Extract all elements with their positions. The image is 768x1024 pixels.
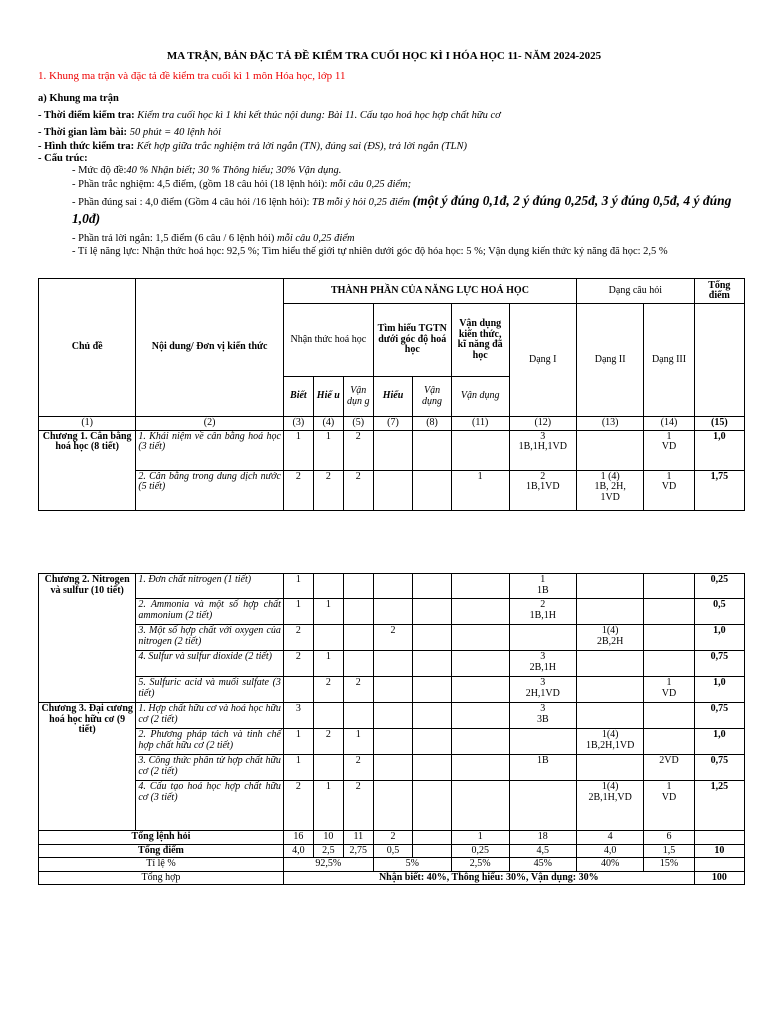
header-dang-1: Dạng I	[509, 304, 576, 417]
summary-cell: 4,0	[283, 844, 313, 858]
table-row	[39, 625, 745, 651]
cell	[373, 755, 413, 781]
info-short-answer: - Phần trả lời ngắn: 1,5 điểm (6 câu / 6 lệnh hỏi) mỗi câu 0,25 điểm	[72, 233, 355, 244]
table-row	[39, 755, 745, 781]
header-van-dung-kt: Vận dụng kiến thức, kĩ năng đã học	[451, 304, 509, 377]
summary-cell: 15%	[644, 858, 694, 872]
column-number: (1)	[39, 417, 136, 431]
score-cell: 100	[694, 871, 744, 885]
cell: 1(4) 1B,2H,1VD	[576, 729, 643, 755]
content-cell: 3. Một số hợp chất với oxygen của nitrogen (2 tiết)	[136, 625, 284, 651]
cell: 2	[283, 625, 313, 651]
summary-cell: 4,0	[576, 844, 643, 858]
summary-row	[39, 858, 745, 872]
cell	[343, 651, 373, 677]
cell	[451, 430, 509, 470]
info-true-false: - Phần đúng sai : 4,0 điểm (Gồm 4 câu hỏi /16 lệnh hỏi): TB mỗi ý hỏi 0,25 điểm (một ý đúng 0,1đ, 2 ý đúng 0,25đ, 3 ý đúng 0,5đ, 4 ý đúng	[72, 193, 732, 208]
cell: 1	[313, 781, 343, 831]
content-cell: 3. Công thức phân tử hợp chất hữu cơ (2 tiết)	[136, 755, 284, 781]
page-title: MA TRẬN, BẢN ĐẶC TẢ ĐỀ KIỂM TRA CUỐI HỌC KÌ I HÓA HỌC 11- NĂM 2024-2025	[166, 50, 602, 62]
header-van-dung-3: Vận dụng	[451, 377, 509, 417]
cell: 2	[343, 470, 373, 510]
cell	[373, 574, 413, 599]
cell	[576, 574, 643, 599]
summary-cell: Tỉ lệ %	[39, 858, 284, 872]
cell	[313, 625, 343, 651]
table-row	[39, 781, 745, 831]
cell	[413, 574, 452, 599]
score-cell: 0,25	[694, 574, 744, 599]
cell	[576, 677, 643, 703]
cell	[413, 430, 452, 470]
cell: 2	[373, 625, 413, 651]
matrix-table-1	[38, 278, 745, 511]
table-row	[39, 703, 745, 729]
header-tim-hieu: Tìm hiểu TGTN dưới góc độ hoá học	[373, 304, 451, 377]
cell: 1	[313, 599, 343, 625]
cell	[413, 703, 452, 729]
cell: 1 VD	[644, 430, 694, 470]
info-multiple-choice: - Phần trắc nghiệm: 4,5 điểm, (gồm 18 câu hỏi (18 lệnh hỏi): mỗi câu 0,25 điểm;	[72, 179, 412, 190]
cell: 1	[283, 599, 313, 625]
score-cell: 0,75	[694, 651, 744, 677]
cell: 1(4) 2B,1H,VD	[576, 781, 643, 831]
cell: 1(4) 2B,2H	[576, 625, 643, 651]
summary-cell: 18	[509, 831, 576, 845]
header-chu-de: Chủ đề	[39, 279, 136, 417]
cell	[373, 470, 413, 510]
cell: 2	[343, 430, 373, 470]
content-cell: 5. Sulfuric acid và muối sulfate (3 tiết)	[136, 677, 284, 703]
cell	[509, 729, 576, 755]
content-cell: 1. Khái niệm về cân bằng hoá học (3 tiết)	[136, 430, 284, 470]
cell	[413, 651, 452, 677]
info-ratio: - Tỉ lệ năng lực: Nhận thức hoá học: 92,5 %; Tìm hiểu thế giới tự nhiên dưới góc độ hóa học: 5 %; Vận dụng kiến thức kỷ năng đã học: 2,5 %	[72, 246, 668, 257]
cell	[644, 703, 694, 729]
summary-cell: 11	[343, 831, 373, 845]
score-cell: 1,0	[694, 430, 744, 470]
cell: 1	[451, 470, 509, 510]
header-dang-cau-hoi: Dạng câu hỏi	[577, 279, 695, 304]
header-van-dung-2: Vận dụng	[413, 377, 452, 417]
content-cell: 4. Sulfur và sulfur dioxide (2 tiết)	[136, 651, 284, 677]
summary-cell: 16	[283, 831, 313, 845]
summary-cell: 2	[373, 831, 413, 845]
content-cell: 2. Ammonia và một số hợp chất ammonium (2 tiết)	[136, 599, 284, 625]
header-dang-3: Dạng III	[644, 304, 694, 417]
score-cell: 1,0	[694, 729, 744, 755]
cell	[413, 755, 452, 781]
cell: 2	[343, 781, 373, 831]
summary-cell: 5%	[373, 858, 451, 872]
cell: 3 2H,1VD	[509, 677, 576, 703]
table-row	[39, 574, 745, 599]
cell	[644, 599, 694, 625]
cell	[373, 651, 413, 677]
header-nhan-thuc: Nhận thức hoá học	[283, 304, 373, 377]
column-number: (4)	[313, 417, 343, 431]
cell	[373, 703, 413, 729]
cell: 2	[313, 729, 343, 755]
cell	[451, 781, 509, 831]
header-tong-diem: Tổng điểm	[694, 279, 744, 304]
cell: 1 1B	[509, 574, 576, 599]
content-cell: 2. Phương pháp tách và tinh chế hợp chất hữu cơ (2 tiết)	[136, 729, 284, 755]
summary-cell: 4,5	[509, 844, 576, 858]
cell	[451, 755, 509, 781]
cell	[576, 599, 643, 625]
summary-label: Tổng lệnh hỏi	[39, 831, 284, 845]
chapter-cell: Chương 2. Nitrogen và sulfur (10 tiết)	[39, 574, 136, 703]
matrix-table-2	[38, 573, 745, 885]
summary-cell: Nhận biết: 40%, Thông hiểu: 30%, Vận dụng: 30%	[283, 871, 694, 885]
cell: 1	[283, 755, 313, 781]
summary-label: Tổng hợp	[39, 871, 284, 885]
cell	[451, 677, 509, 703]
cell: 3	[283, 703, 313, 729]
header-van-dung: Vận dụn g	[343, 377, 373, 417]
cell: 2	[313, 470, 343, 510]
cell: 1B	[509, 755, 576, 781]
header-thanh-phan: THÀNH PHẦN CỦA NĂNG LỰC HOÁ HỌC	[283, 279, 576, 304]
cell	[373, 430, 413, 470]
cell	[373, 781, 413, 831]
summary-cell: 10	[313, 831, 343, 845]
score-cell: 1,0	[694, 677, 744, 703]
header-hieu-2: Hiểu	[373, 377, 413, 417]
cell	[283, 677, 313, 703]
summary-cell	[694, 858, 744, 872]
header-hieu: Hiể u	[313, 377, 343, 417]
cell	[413, 470, 452, 510]
summary-cell: 10	[694, 844, 744, 858]
summary-cell	[413, 844, 452, 858]
cell: 1	[313, 430, 343, 470]
summary-cell: 2,5%	[451, 858, 509, 872]
cell	[313, 574, 343, 599]
table-row	[39, 729, 745, 755]
cell	[343, 625, 373, 651]
table-row	[39, 599, 745, 625]
cell: 2	[343, 677, 373, 703]
cell	[343, 599, 373, 625]
cell	[451, 703, 509, 729]
column-number: (11)	[451, 417, 509, 431]
score-cell: 0,5	[694, 599, 744, 625]
summary-cell	[694, 831, 744, 845]
cell: 2	[313, 677, 343, 703]
cell	[644, 651, 694, 677]
summary-cell: 2,75	[343, 844, 373, 858]
summary-label: Tổng điểm	[39, 844, 284, 858]
score-cell: 1,25	[694, 781, 744, 831]
cell: 1 VD	[644, 677, 694, 703]
header-empty	[694, 304, 744, 417]
summary-cell: 4	[576, 831, 643, 845]
summary-row	[39, 844, 745, 858]
cell	[576, 703, 643, 729]
cell: 2VD	[644, 755, 694, 781]
summary-cell: 1	[451, 831, 509, 845]
column-number: (5)	[343, 417, 373, 431]
cell	[576, 651, 643, 677]
cell	[373, 599, 413, 625]
cell	[343, 703, 373, 729]
cell	[577, 430, 644, 470]
cell	[413, 625, 452, 651]
column-number: (7)	[373, 417, 413, 431]
chapter-cell: Chương 3. Đại cương hoá học hữu cơ (9 tiết)	[39, 703, 136, 831]
summary-cell: 0,25	[451, 844, 509, 858]
cell	[413, 599, 452, 625]
header-noi-dung: Nội dung/ Đơn vị kiến thức	[136, 279, 284, 417]
cell	[644, 729, 694, 755]
cell	[313, 755, 343, 781]
summary-cell: 1,5	[644, 844, 694, 858]
cell: 2	[283, 781, 313, 831]
summary-row	[39, 871, 745, 885]
score-cell: 0,75	[694, 755, 744, 781]
cell: 3 3B	[509, 703, 576, 729]
content-cell: 4. Cấu tạo hoá học hợp chất hữu cơ (3 tiết)	[136, 781, 284, 831]
cell: 2 1B,1H	[509, 599, 576, 625]
summary-cell: 6	[644, 831, 694, 845]
content-cell: 1. Hợp chất hữu cơ và hoá học hữu cơ (2 tiết)	[136, 703, 284, 729]
cell: 1	[343, 729, 373, 755]
cell: 1	[313, 651, 343, 677]
column-number: (13)	[577, 417, 644, 431]
summary-cell: 40%	[576, 858, 643, 872]
cell	[373, 677, 413, 703]
cell: 3 2B,1H	[509, 651, 576, 677]
cell	[451, 625, 509, 651]
column-number: (2)	[136, 417, 284, 431]
info-time-point: - Thời điểm kiểm tra: Kiểm tra cuối học kì 1 khi kết thúc nội dung: Bài 11. Cấu tạo hoá học hợp chất hữu cơ	[38, 110, 501, 121]
column-number: (14)	[644, 417, 694, 431]
section-heading: 1. Khung ma trận và đặc tả đề kiểm tra cuối kì 1 môn Hóa học, lớp 11	[38, 70, 346, 82]
cell: 1 VD	[644, 781, 694, 831]
cell	[313, 703, 343, 729]
cell	[451, 599, 509, 625]
summary-cell	[413, 831, 452, 845]
summary-cell: 45%	[509, 858, 576, 872]
score-cell: 0,75	[694, 703, 744, 729]
cell	[644, 625, 694, 651]
summary-cell: 2,5	[313, 844, 343, 858]
table-row	[39, 677, 745, 703]
cell: 1 (4) 1B, 2H, 1VD	[577, 470, 644, 510]
table-row	[39, 651, 745, 677]
info-true-false-cont: 1,0đ)	[72, 211, 101, 226]
cell: 1	[283, 430, 313, 470]
cell	[413, 729, 452, 755]
header-dang-2: Dạng II	[577, 304, 644, 417]
info-structure: - Cấu trúc:	[38, 153, 88, 164]
cell	[413, 677, 452, 703]
cell: 3 1B,1H,1VD	[509, 430, 576, 470]
subsection-heading: a) Khung ma trận	[38, 93, 119, 104]
cell: 2	[283, 651, 313, 677]
score-cell: 1,0	[694, 625, 744, 651]
info-format: - Hình thức kiểm tra: Kết hợp giữa trắc nghiệm trả lời ngắn (TN), đúng sai (ĐS), trả lời ngắn (TLN)	[38, 141, 468, 152]
info-duration: - Thời gian làm bài: 50 phút = 40 lệnh hỏi	[38, 127, 222, 138]
info-level: - Mức độ đề:40 % Nhận biết; 30 % Thông hiểu; 30% Vận dụng.	[72, 165, 342, 176]
content-cell: 1. Đơn chất nitrogen (1 tiết)	[136, 574, 284, 599]
cell	[343, 574, 373, 599]
cell	[451, 651, 509, 677]
summary-row	[39, 831, 745, 845]
cell: 2	[283, 470, 313, 510]
cell	[373, 729, 413, 755]
chapter-cell: Chương 1. Cân bằng hoá học (8 tiết)	[39, 430, 136, 510]
cell: 1	[283, 729, 313, 755]
header-biet: Biết	[283, 377, 313, 417]
column-number: (15)	[694, 417, 744, 431]
cell	[413, 781, 452, 831]
column-number: (3)	[283, 417, 313, 431]
cell	[644, 574, 694, 599]
column-number: (8)	[413, 417, 452, 431]
summary-cell: 0,5	[373, 844, 413, 858]
column-number: (12)	[509, 417, 576, 431]
cell: 1	[283, 574, 313, 599]
cell: 2	[343, 755, 373, 781]
score-cell: 1,75	[694, 470, 744, 510]
summary-cell: 92,5%	[283, 858, 373, 872]
cell: 1 VD	[644, 470, 694, 510]
cell	[451, 574, 509, 599]
cell: 2 1B,1VD	[509, 470, 576, 510]
cell	[451, 729, 509, 755]
cell	[576, 755, 643, 781]
cell	[509, 781, 576, 831]
cell	[509, 625, 576, 651]
content-cell: 2. Cân bằng trong dung dịch nước (5 tiết)	[136, 470, 284, 510]
